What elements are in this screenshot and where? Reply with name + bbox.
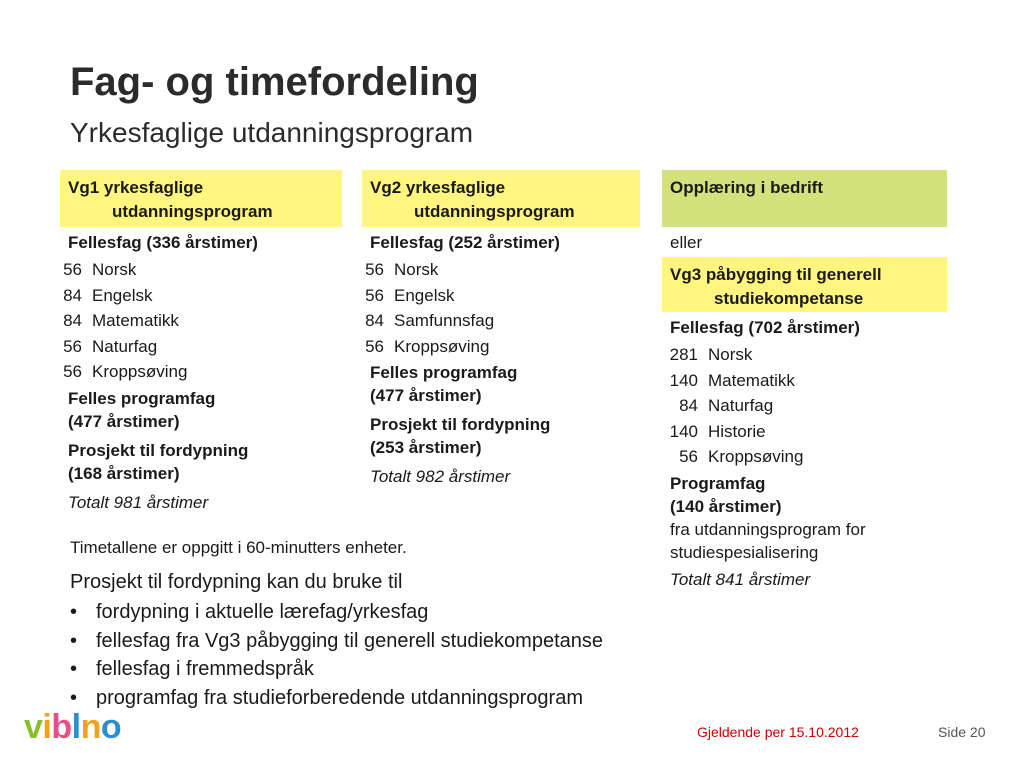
eller-label: eller [670, 233, 703, 252]
subject-row: 56 Kroppsøving [63, 362, 188, 381]
vg2-header-line1: Vg2 yrkesfaglige [370, 178, 506, 197]
bedrift-header-label: Opplæring i bedrift [670, 178, 823, 197]
subject-row: 281 Norsk [669, 345, 753, 364]
vg3-fellesfag: Fellesfag (702 årstimer) [670, 318, 860, 337]
column-vg2 [362, 170, 640, 488]
prosjekt-intro: Prosjekt til fordypning kan du bruke til [70, 571, 403, 593]
subject-row: 56 Norsk [365, 260, 439, 279]
vg3-header [662, 257, 947, 312]
page-subtitle: Yrkesfaglige utdanningsprogram [70, 117, 474, 148]
list-item: • fordypning i aktuelle lærefag/yrkesfag [70, 598, 603, 627]
viblio-logo [24, 708, 121, 747]
vg2-fellesfag: Fellesfag (252 årstimer) [370, 233, 560, 252]
vg3-programfag-line1: Programfag [670, 473, 766, 493]
page-number: Side 20 [938, 724, 986, 740]
vg3-programfag-line2: (140 årstimer) [670, 496, 782, 516]
logo-letter: l [71, 708, 81, 746]
vg2-prosjekt-line1: Prosjekt til fordypning [370, 415, 551, 434]
vg2-header-line2: utdanningsprogram [414, 202, 575, 221]
logo-letter: o [100, 708, 122, 746]
footer-date: Gjeldende per 15.10.2012 [697, 724, 859, 740]
vg2-header [362, 170, 640, 227]
vg1-programfag-line2: (477 årstimer) [68, 411, 180, 431]
subject-row: 140 Matematikk [669, 370, 795, 390]
bullet-icon: • [70, 629, 78, 652]
subject-row: 56 Engelsk [365, 285, 455, 305]
list-item: • programfag fra studieforberedende utdanningsprogram [70, 684, 603, 713]
subject-row: 56 Norsk [63, 260, 137, 279]
vg1-total: Totalt 981 årstimer [68, 492, 209, 512]
vg2-total: Totalt 982 årstimer [370, 467, 511, 486]
subject-row: 84 Naturfag [679, 396, 774, 415]
vg2-programfag-line1: Felles programfag [370, 363, 518, 382]
vg2-subject-list [362, 257, 640, 359]
vg1-programfag-line1: Felles programfag [68, 388, 216, 408]
bullet-icon: • [70, 686, 78, 709]
vg3-programfag-desc1: fra utdanningsprogram for [670, 519, 866, 539]
vg3-programfag-desc2: studiespesialisering [670, 542, 819, 562]
hours-note: Timetallene er oppgitt i 60-minutters enheter. [70, 538, 407, 557]
vg3-header-line2: studiekompetanse [714, 289, 864, 308]
subject-row: 140 Historie [669, 421, 766, 441]
list-item: • fellesfag fra Vg3 påbygging til generell studiekompetanse [70, 627, 603, 656]
vg1-header-line1: Vg1 yrkesfaglige [68, 178, 204, 197]
vg3-total: Totalt 841 årstimer [670, 569, 811, 589]
bullet-icon: • [70, 658, 78, 680]
vg1-subject-list [60, 257, 342, 385]
vg1-prosjekt-line2: (168 årstimer) [68, 463, 180, 483]
vg3-header-line1: Vg3 påbygging til generell [670, 265, 882, 284]
column-vg1 [60, 170, 342, 514]
vg1-fellesfag: Fellesfag (336 årstimer) [68, 233, 258, 252]
page-title: Fag- og timefordeling [70, 60, 479, 104]
vg1-header [60, 170, 342, 227]
vg1-prosjekt-line1: Prosjekt til fordypning [68, 440, 249, 460]
subject-row: 84 Matematikk [63, 311, 179, 330]
subject-row: 56 Kroppsøving [365, 336, 490, 356]
logo-letter: b [51, 708, 72, 746]
logo-letter: v [24, 708, 43, 746]
bullet-icon: • [70, 601, 78, 623]
vg1-header-line2: utdanningsprogram [112, 202, 273, 221]
logo-letter: n [80, 708, 101, 746]
vg2-prosjekt-line2: (253 årstimer) [370, 438, 482, 457]
list-item: • fellesfag i fremmedspråk [70, 655, 603, 684]
vg3-subject-list [662, 342, 947, 470]
subject-row: 56 Kroppsøving [679, 447, 804, 466]
subject-row: 84 Engelsk [63, 285, 153, 305]
vg2-programfag-line2: (477 årstimer) [370, 386, 482, 405]
column-vg3 [662, 170, 947, 591]
subject-row: 84 Samfunnsfag [365, 311, 495, 330]
logo-letter: i [42, 708, 52, 746]
bedrift-header [662, 170, 947, 227]
subject-row: 56 Naturfag [63, 336, 158, 356]
prosjekt-bullet-list [70, 598, 603, 712]
